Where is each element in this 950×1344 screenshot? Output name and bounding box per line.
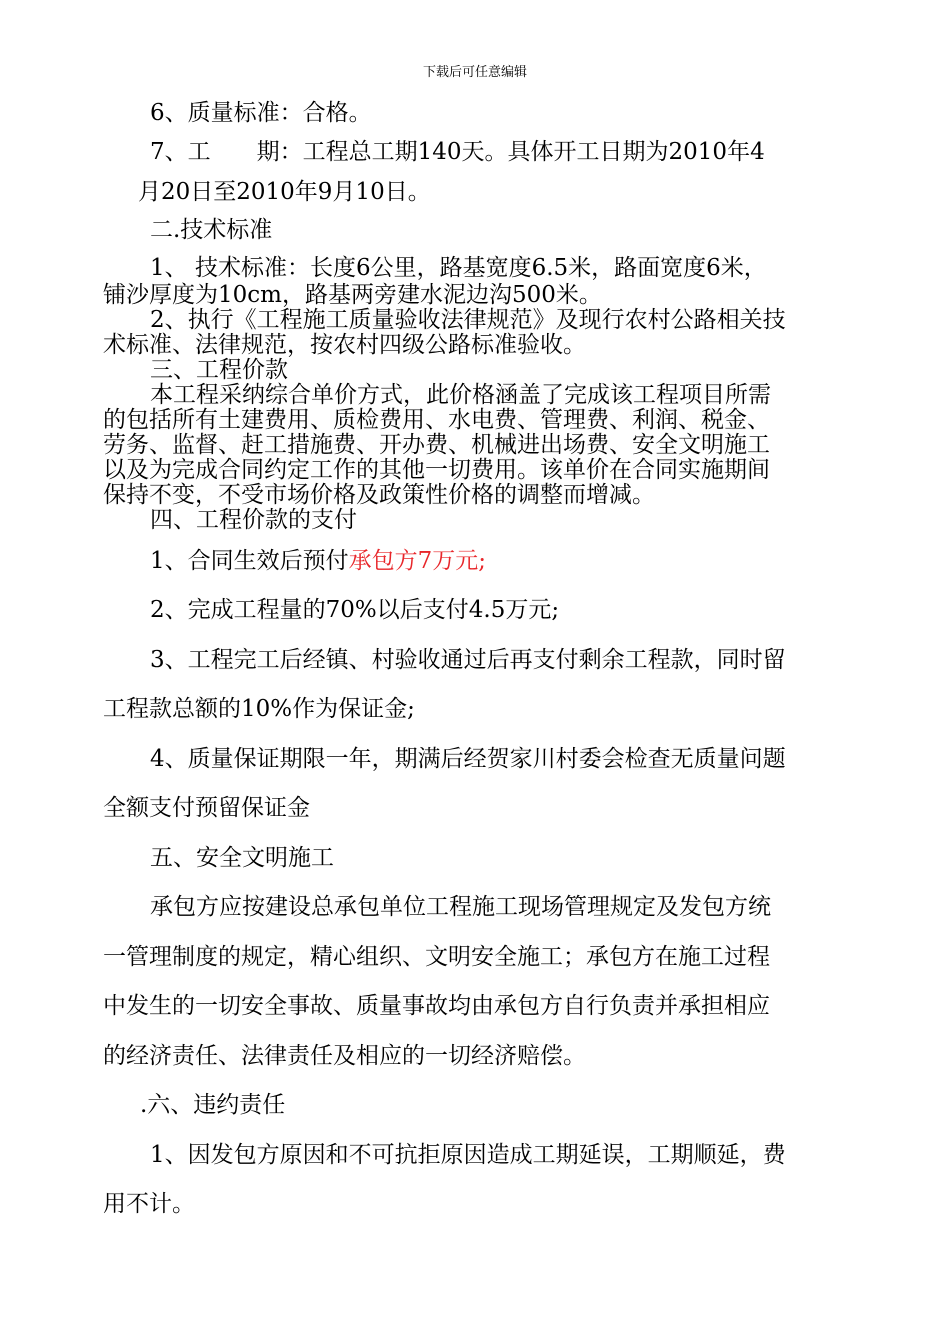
text-line: 2、完成工程量的70%以后支付4.5万元; [150,597,560,623]
section-heading: .六、违约责任 [140,1092,286,1118]
text-line: 全额支付预留保证金 [103,795,310,821]
text-line: 7、工 期：工程总工期140天。具体开工日期为2010年4 [150,139,765,165]
text-line: 3、工程完工后经镇、村验收通过后再支付剩余工程款，同时留 [150,647,786,673]
section-heading: 四、工程价款的支付 [150,507,357,533]
text-line: 的包括所有土建费用、质检费用、水电费、管理费、利润、税金、 [103,407,770,433]
text-line: 中发生的一切安全事故、质量事故均由承包方自行负责并承担相应 [103,993,770,1019]
text-line: 的经济责任、法律责任及相应的一切经济赔偿。 [103,1043,586,1069]
text-line: 保持不变，不受市场价格及政策性价格的调整而增减。 [103,482,655,508]
text-line: 劳务、监督、赶工措施费、开办费、机械进出场费、安全文明施工 [103,432,770,458]
text-line: 承包方应按建设总承包单位工程施工现场管理规定及发包方统 [150,894,771,920]
text-line: 术标准、法律规范，按农村四级公路标准验收。 [103,332,586,358]
text-line: 以及为完成合同约定工作的其他一切费用。该单价在合同实施期间 [103,457,770,483]
text-line: 用不计。 [103,1191,195,1217]
text-line: 1、因发包方原因和不可抗拒原因造成工期延误，工期顺延，费 [150,1142,786,1168]
page-header: 下载后可任意编辑 [422,65,527,80]
section-heading: 三、工程价款 [150,357,288,383]
text-line: 4、质量保证期限一年，期满后经贺家川村委会检查无质量问题 [150,746,786,772]
text-line: 月20日至2010年9月10日。 [138,179,431,205]
text-line: 1、合同生效后预付承包方7万元; [150,548,487,574]
text-line: 6、质量标准：合格。 [150,100,372,126]
text-line: 工程款总额的10%作为保证金; [103,696,415,722]
text-line: 一管理制度的规定，精心组织、文明安全施工；承包方在施工过程 [103,944,770,970]
highlighted-amount: 承包方7万元; [348,548,487,574]
section-heading: 五、安全文明施工 [150,845,334,871]
text-line: 本工程采纳综合单价方式，此价格涵盖了完成该工程项目所需 [150,382,771,408]
text-line: 2、执行《工程施工质量验收法律规范》及现行农村公路相关技 [150,307,786,333]
section-heading: 二.技术标准 [150,217,273,243]
text-line: 1、 技术标准：长度6公里，路基宽度6.5米，路面宽度6米， [150,255,767,281]
text-line: 铺沙厚度为10cm，路基两旁建水泥边沟500米。 [103,282,602,308]
